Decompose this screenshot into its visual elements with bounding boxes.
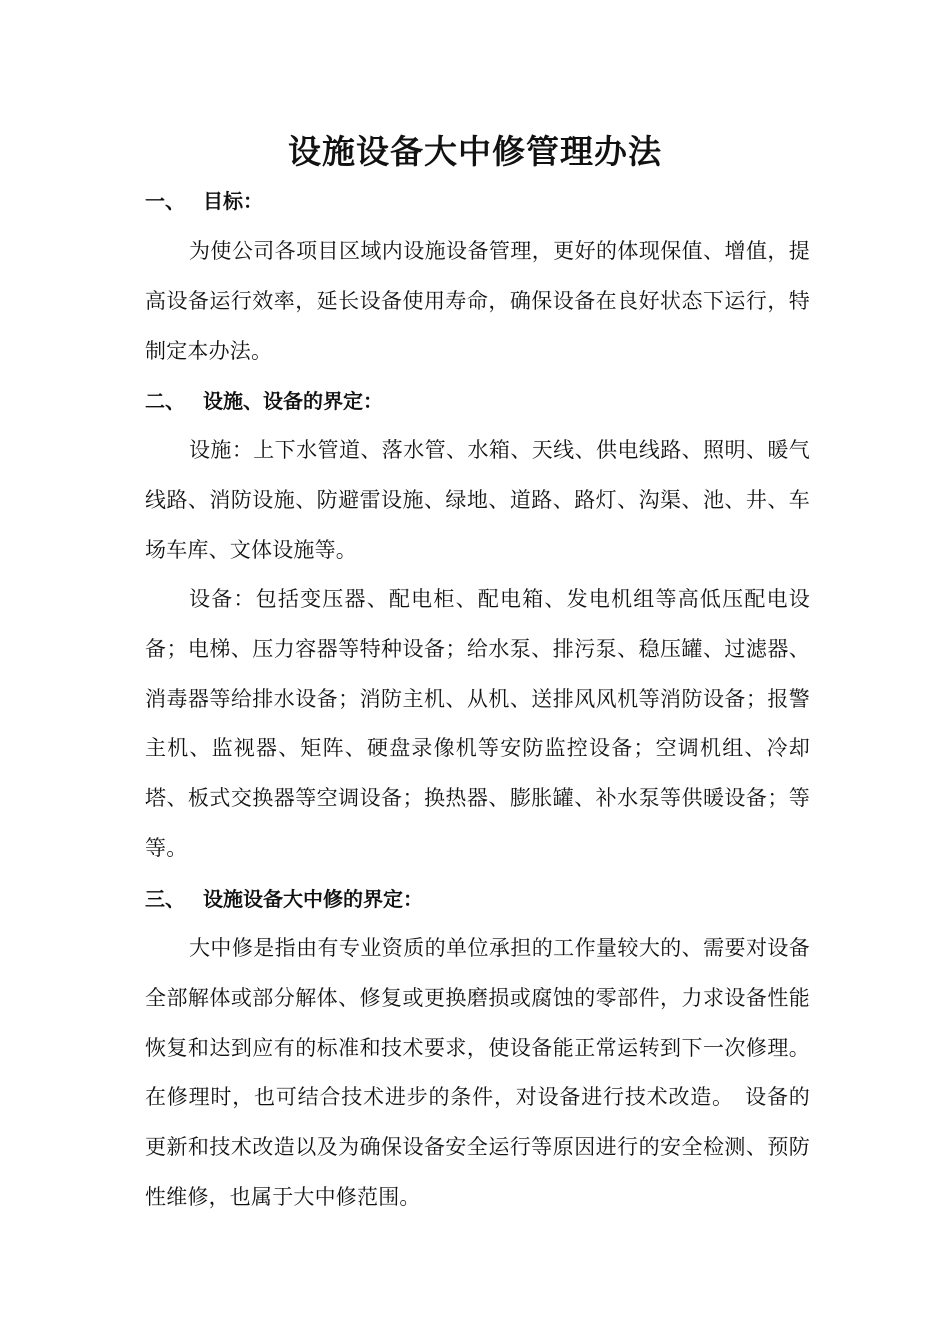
section-title-2: 设施、设备的界定： (203, 389, 383, 413)
section-title-1: 目标： (203, 189, 263, 213)
section-heading-3 (145, 884, 423, 914)
section-heading-1 (145, 186, 263, 216)
page-title: 设施设备大中修管理办法 (288, 132, 662, 171)
section-3-paragraph-1: 大中修是指由有专业资质的单位承担的工作量较大的、需要对设备全部解体或部分解体、修复或更换磨损或腐蚀的零部件，力求设备性能恢复和达到应有的标准和技术要求，使设备能正常运转到下一次修理。在修理时，也可结合技术进步的条件，对设备进行技术改造。 设备的更新和技术改造以及为确保设备安全运行等原因进行的安全检测、预防性维修，也属于大中修范围。 (145, 936, 810, 1209)
section-title-3: 设施设备大中修的界定： (203, 887, 423, 911)
section-number-3: 三、 (145, 887, 185, 911)
section-number-2: 二、 (145, 389, 185, 413)
section-1-paragraph-1: 为使公司各项目区域内设施设备管理，更好的体现保值、增值，提高设备运行效率，延长设备使用寿命，确保设备在良好状态下运行，特制定本办法。 (145, 239, 810, 363)
section-number-1: 一、 (145, 189, 185, 213)
section-2-paragraph-2: 设备：包括变压器、配电柜、配电箱、发电机组等高低压配电设备；电梯、压力容器等特种设备；给水泵、排污泵、稳压罐、过滤器、消毒器等给排水设备；消防主机、从机、送排风风机等消防设备；报警主机、监视器、矩阵、硬盘录像机等安防监控设备；空调机组、冷却塔、板式交换器等空调设备；换热器、膨胀罐、补水泵等供暖设备；等等。 (145, 587, 810, 860)
section-2-paragraph-1: 设施：上下水管道、落水管、水箱、天线、供电线路、照明、暖气线路、消防设施、防避雷设施、绿地、道路、路灯、沟渠、池、井、车场车库、文体设施等。 (145, 438, 810, 562)
section-heading-2 (145, 386, 383, 416)
